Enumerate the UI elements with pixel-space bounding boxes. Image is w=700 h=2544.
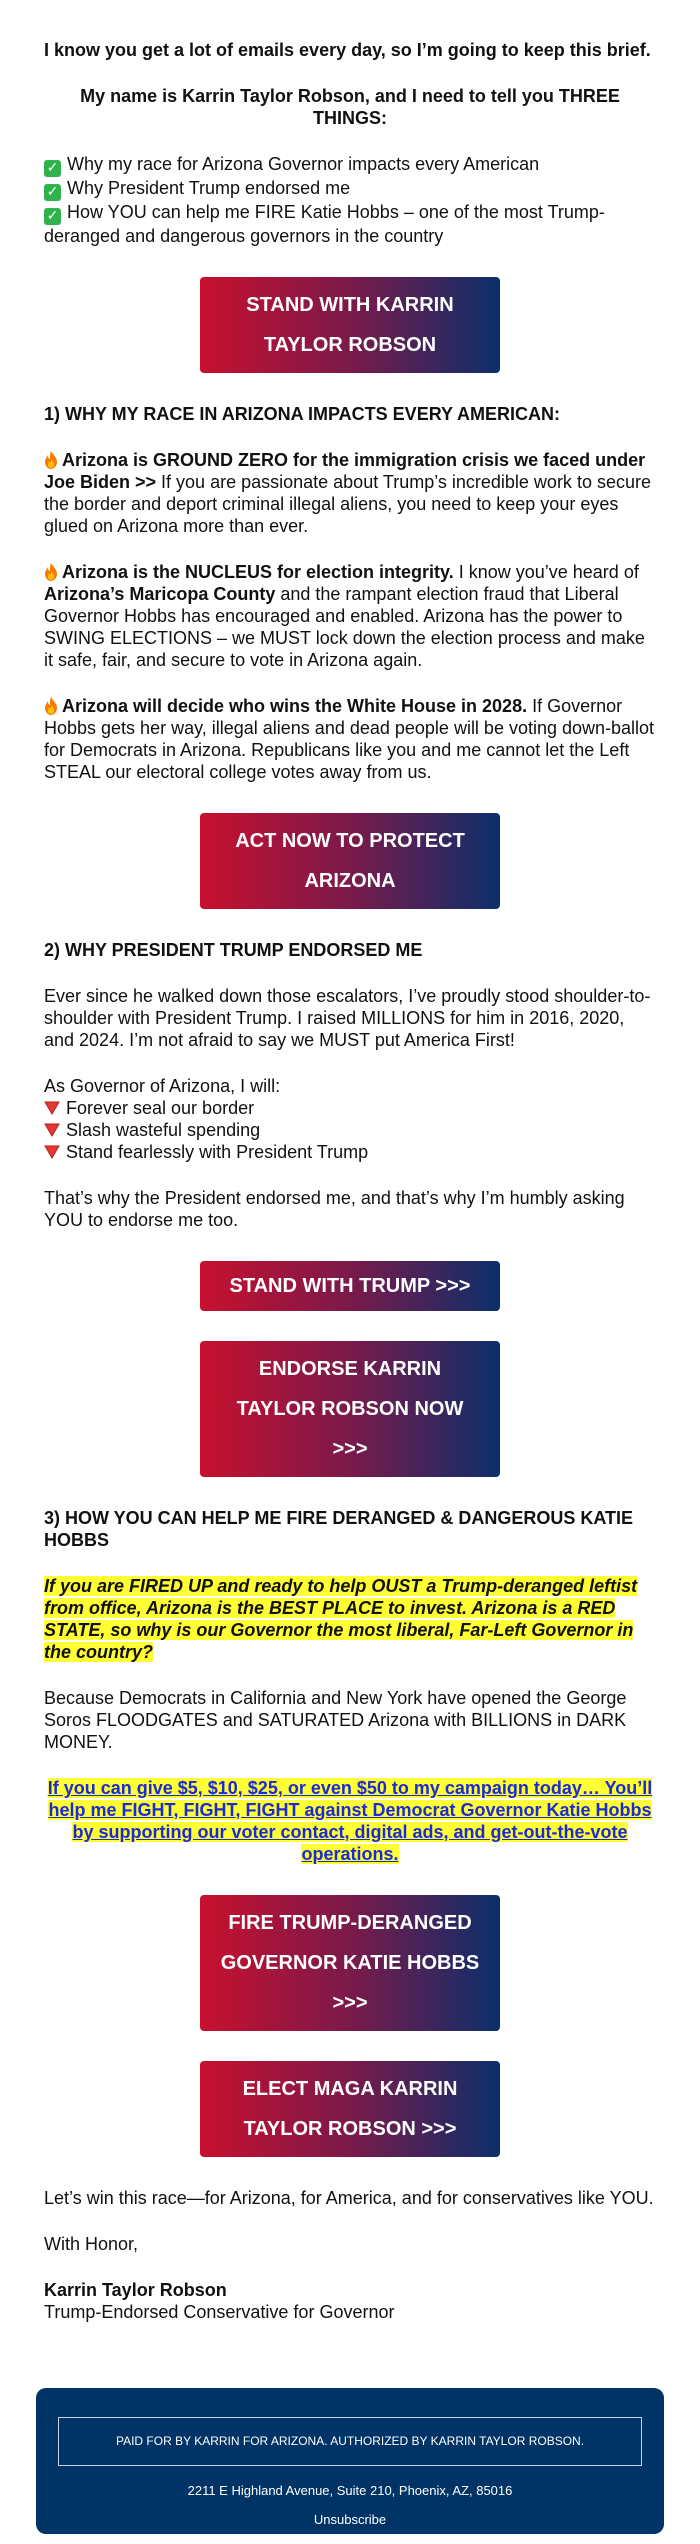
cta-stand-with-trump-wrap: [44, 1261, 656, 1311]
stand-with-trump-button[interactable]: STAND WITH TRUMP >>>: [200, 1261, 500, 1311]
intro-line: I know you get a lot of emails every day, so I’m going to keep this brief.: [44, 40, 651, 60]
paragraph: Arizona is GROUND ZERO for the immigration crisis we faced under Joe Biden >> If you are passionate about Trump’s incredible work to secure the border and deport criminal illegal aliens, you need to keep your eyes glued on Arizona more than ever.: [44, 450, 651, 536]
signer-title: Trump-Endorsed Conservative for Governor: [44, 2302, 395, 2322]
cta-act-now-wrap: [44, 813, 656, 909]
paragraph: Arizona is the NUCLEUS for election integrity. I know you’ve heard of Arizona’s Maricopa County and the rampant election fraud that Liberal Governor Hobbs has encouraged and enabled. Arizona has the power to SWING ELECTIONS – we MUST lock down the election process and make it safe, fair, and secure to vote in Arizona again.: [44, 562, 645, 670]
fire-icon: [44, 563, 58, 581]
donate-link[interactable]: If you can give $5, $10, $25, or even $50 to my campaign today… You’ll help me FIGHT, FIGHT, FIGHT against Democrat Governor Katie Hobbs by supporting our voter contact, digital ads, and get-out-the-vote operations.: [47, 1778, 653, 1864]
fire-icon: [44, 451, 58, 469]
red-triangle-down-icon: [44, 1101, 60, 1115]
act-now-protect-arizona-button[interactable]: ACT NOW TO PROTECT ARIZONA: [200, 813, 500, 909]
elect-maga-karrin-button[interactable]: ELECT MAGA KARRIN TAYLOR ROBSON >>>: [200, 2061, 500, 2157]
unsubscribe-link[interactable]: Unsubscribe: [313, 2512, 387, 2527]
cta-elect-karrin-wrap: [44, 2061, 656, 2157]
paragraph: Ever since he walked down those escalators, I’ve proudly stood shoulder-to-shoulder with President Trump. I raised MILLIONS for him in 2016, 2020, and 2024. I’m not afraid to say we MUST put America First!: [44, 986, 651, 1050]
intro-three-things: My name is Karrin Taylor Robson, and I need to tell you THREE THINGS:: [80, 86, 620, 128]
section-title: 3) HOW YOU CAN HELP ME FIRE DERANGED & DANGEROUS KATIE HOBBS: [44, 1508, 634, 1550]
highlight-paragraph: If you are FIRED UP and ready to help OUST a Trump-deranged leftist from office, Arizona is the BEST PLACE to invest. Arizona is a RED STATE, so why is our Governor the most liberal, Far-Left Governor in the country?: [44, 1576, 638, 1662]
closing-paragraph: Let’s win this race—for Arizona, for America, and for conservatives like YOU.: [44, 2188, 654, 2208]
stand-with-karrin-button[interactable]: STAND WITH KARRIN TAYLOR ROBSON: [200, 277, 500, 373]
list-intro: As Governor of Arizona, I will:: [44, 1076, 281, 1096]
fire-icon: [44, 697, 58, 715]
list-item: Stand fearlessly with President Trump: [44, 1141, 656, 1163]
cta-stand-with-karrin-wrap: [44, 277, 656, 373]
red-triangle-down-icon: [44, 1123, 60, 1137]
cta-endorse-wrap: [44, 1341, 656, 1477]
fire-katie-hobbs-button[interactable]: FIRE TRUMP-DERANGED GOVERNOR KATIE HOBBS >>>: [200, 1895, 500, 2031]
list-item: ✓ Why my race for Arizona Governor impacts every American: [44, 153, 656, 177]
check-mark-icon: ✓: [44, 160, 61, 177]
paragraph: Because Democrats in California and New York have opened the George Soros FLOODGATES and SATURATED Arizona with BILLIONS in DARK MONEY.: [44, 1688, 627, 1752]
list-item: Slash wasteful spending: [44, 1119, 656, 1141]
endorse-karrin-button[interactable]: ENDORSE KARRIN TAYLOR ROBSON NOW >>>: [200, 1341, 500, 1477]
section-title: 1) WHY MY RACE IN ARIZONA IMPACTS EVERY AMERICAN:: [44, 404, 561, 424]
cta-fire-hobbs-wrap: [44, 1895, 656, 2031]
three-things-list: [44, 153, 656, 247]
donate-link-paragraph: [44, 1777, 656, 1865]
governor-will-list: [44, 1075, 656, 1163]
footer-address: 2211 E Highland Avenue, Suite 210, Phoenix, AZ, 85016: [187, 2483, 513, 2498]
list-item: ✓ How YOU can help me FIRE Katie Hobbs – one of the most Trump-deranged and dangerous governors in the country: [44, 202, 605, 246]
paragraph: That’s why the President endorsed me, and that’s why I’m humbly asking YOU to endorse me too.: [44, 1188, 625, 1230]
footer: [36, 2388, 664, 2534]
signoff: With Honor,: [44, 2234, 139, 2254]
signer-name: Karrin Taylor Robson: [44, 2280, 227, 2300]
red-triangle-down-icon: [44, 1145, 60, 1159]
check-mark-icon: ✓: [44, 184, 61, 201]
check-mark-icon: ✓: [44, 208, 61, 225]
email-body: [44, 0, 656, 2323]
paid-for-disclaimer: PAID FOR BY KARRIN FOR ARIZONA. AUTHORIZED BY KARRIN TAYLOR ROBSON.: [58, 2417, 642, 2466]
list-item: Forever seal our border: [44, 1097, 656, 1119]
list-item: ✓ Why President Trump endorsed me: [44, 177, 656, 201]
paragraph: Arizona will decide who wins the White House in 2028. If Governor Hobbs gets her way, illegal aliens and dead people will be voting down-ballot for Democrats in Arizona. Republicans like you and me cannot let the Left STEAL our electoral college votes away from us.: [44, 696, 655, 782]
section-title: 2) WHY PRESIDENT TRUMP ENDORSED ME: [44, 940, 423, 960]
